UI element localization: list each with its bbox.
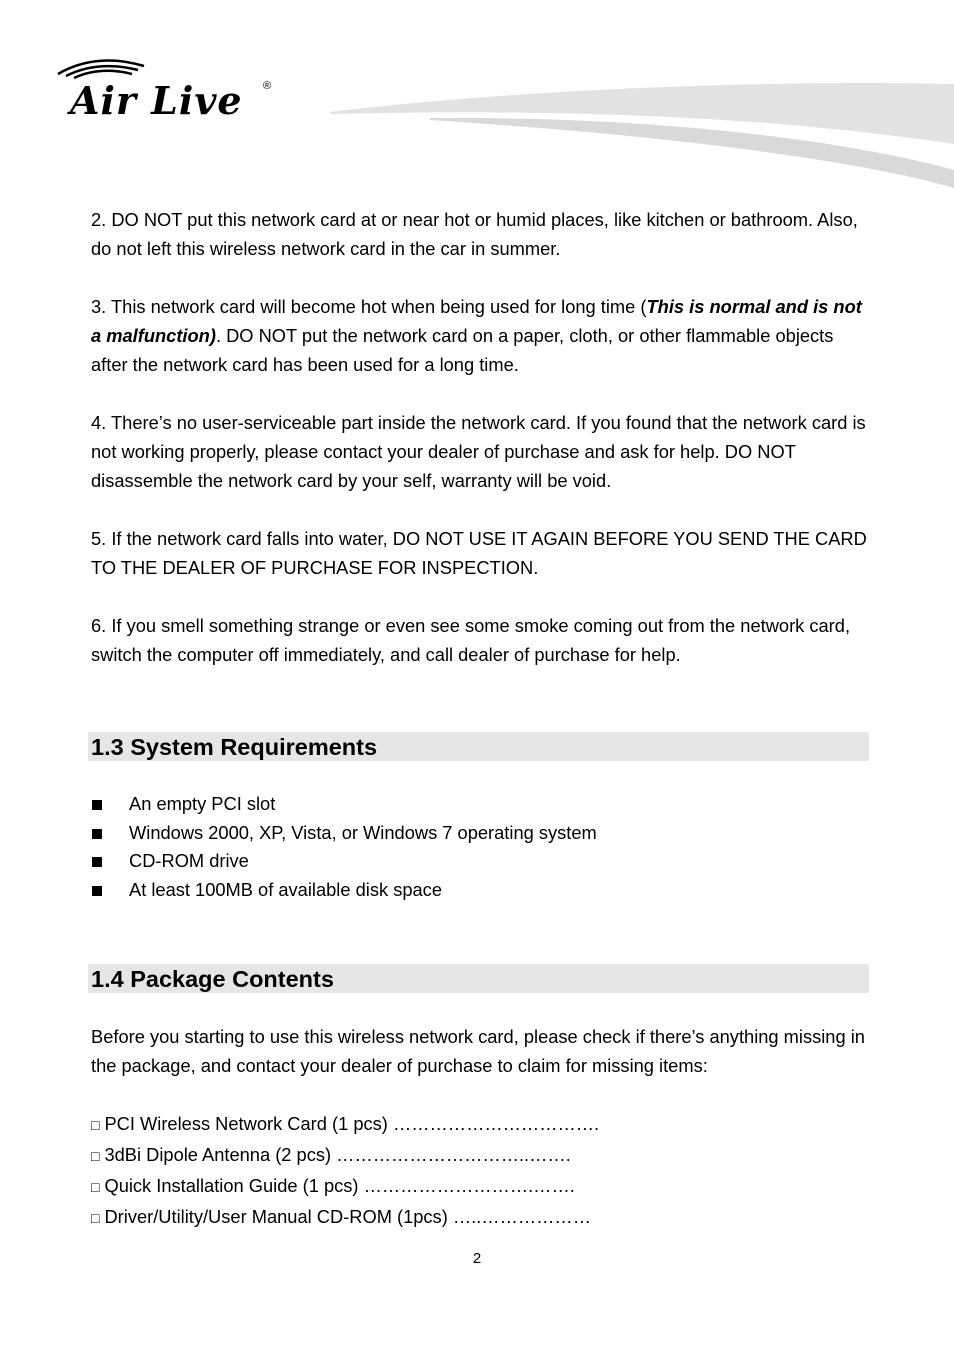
checkbox-icon: □ [91,1116,100,1133]
package-intro: Before you starting to use this wireless network card, please check if there’s anything missing in the package, and contact your dealer of purchase to claim for missing items: [91,1025,865,1076]
page-number: 2 [472,1250,482,1267]
package-item [91,1109,871,1140]
page-header [0,0,954,200]
safety-note-3-lead: 3. This network card will become hot when being used for long time ( [91,296,647,317]
safety-note-5: 5. If the network card falls into water, DO NOT USE IT AGAIN BEFORE YOU SEND THE CARD TO THE DEALER OF PURCHASE FOR INSPECTION. [91,528,867,578]
package-item-text: PCI Wireless Network Card (1 pcs) ……………………………. [104,1112,600,1134]
document-body [91,205,871,1233]
list-item-text: Windows 2000, XP, Vista, or Windows 7 operating system [129,821,597,843]
header-swoosh-decoration [330,78,954,193]
bullet-square-icon [92,886,102,896]
list-item-text: CD-ROM drive [129,850,249,872]
airlive-logo [56,56,286,123]
section-heading-package-contents: 1.4 Package Contents [88,964,869,993]
list-item-text: At least 100MB of available disk space [129,879,442,901]
requirements-list [91,790,871,905]
list-item [91,876,871,905]
section-heading-system-requirements: 1.3 System Requirements [88,732,869,761]
bullet-square-icon [92,800,102,810]
package-item-text: 3dBi Dipole Antenna (2 pcs) …………………………..……. [104,1143,571,1165]
checkbox-icon: □ [91,1178,100,1195]
bullet-square-icon [92,829,102,839]
bullet-square-icon [92,857,102,867]
list-item [91,790,871,819]
package-item [91,1140,871,1171]
checkbox-icon: □ [91,1209,100,1226]
list-item-text: An empty PCI slot [129,793,276,814]
list-item [91,819,871,848]
safety-note-4: 4. There’s no user-serviceable part inside the network card. If you found that the network card is not working properly, please contact your dealer of purchase and ask for help. DO NOT disassemble the network card by your self, warranty will be void. [91,412,866,491]
logo-wordmark: Air Live [70,78,243,123]
package-item [91,1202,871,1233]
safety-note-6: 6. If you smell something strange or even see some smoke coming out from the network card, switch the computer off immediately, and call dealer of purchase for help. [91,615,851,665]
registered-mark: ® [263,80,272,92]
package-item-text: Quick Installation Guide (1 pcs) ……………………….……. [104,1174,575,1196]
checkbox-icon: □ [91,1147,100,1164]
list-item [91,847,871,876]
safety-note-3-tail: . DO NOT put the network card on a paper, cloth, or other flammable objects after the network card has been used for a long time. [91,325,834,375]
package-item [91,1171,871,1202]
safety-note-3 [91,292,871,379]
safety-note-3-emphasis: This is normal and is not a malfunction) [91,296,862,346]
package-item-text: Driver/Utility/User Manual CD-ROM (1pcs) …..……………… [104,1205,591,1227]
safety-note-2: 2. DO NOT put this network card at or near hot or humid places, like kitchen or bathroom. Also, do not left this wireless network card in the car in summer. [91,209,858,259]
